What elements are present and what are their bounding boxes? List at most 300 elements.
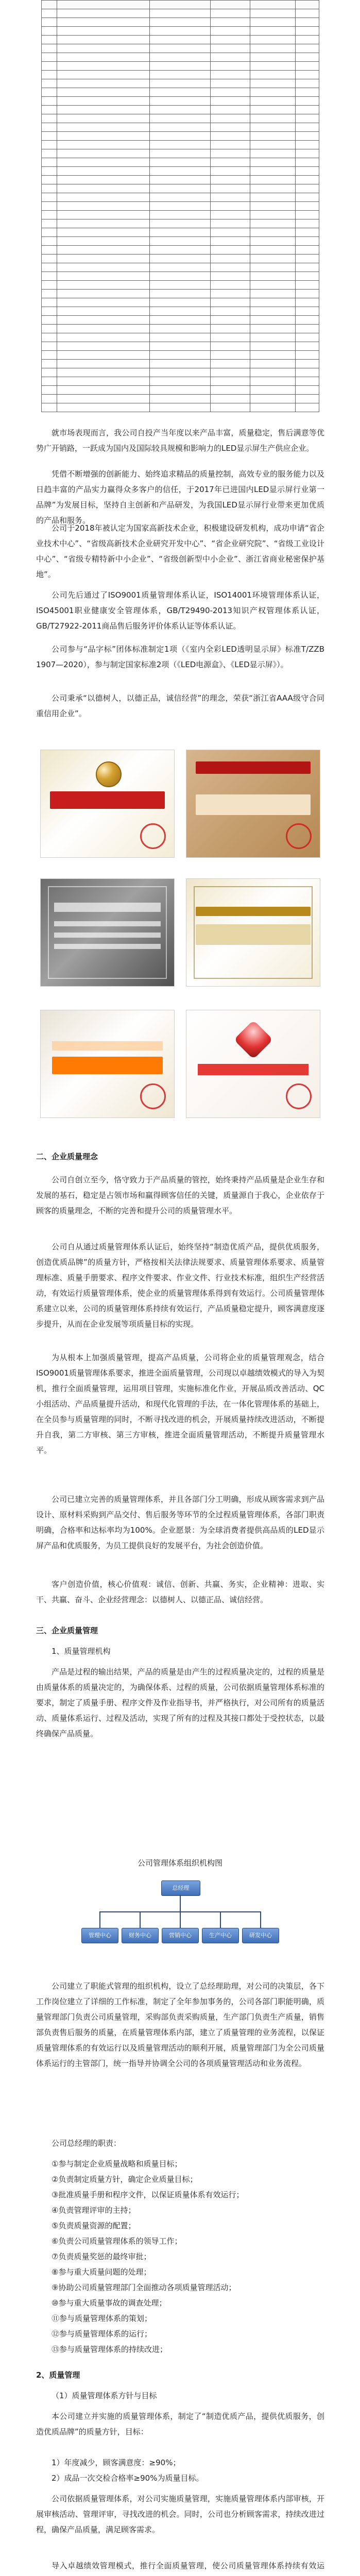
table-row bbox=[42, 211, 319, 219]
table-cell bbox=[250, 360, 295, 368]
table-cell bbox=[250, 62, 295, 71]
org-node-general-manager: 总经理 bbox=[161, 1880, 200, 1896]
certificate-body-bar bbox=[196, 794, 311, 815]
certificate-subtitle-bar bbox=[52, 1041, 163, 1050]
table-cell bbox=[57, 237, 149, 246]
certificates-row-3 bbox=[40, 1010, 320, 1118]
table-row bbox=[42, 342, 319, 351]
table-cell bbox=[57, 412, 149, 413]
table-row bbox=[42, 141, 319, 149]
table-cell bbox=[295, 325, 319, 333]
table-cell bbox=[295, 403, 319, 412]
table-cell bbox=[211, 386, 250, 395]
table-cell bbox=[149, 79, 210, 88]
table-cell bbox=[295, 114, 319, 123]
table-cell bbox=[149, 412, 210, 413]
table-cell bbox=[295, 149, 319, 158]
table-cell bbox=[42, 263, 57, 272]
table-cell bbox=[250, 333, 295, 342]
paragraph-high-tech: 公司于2018年被认定为国家高新技术企业，积极建设研发机构，成功申请“省企业技术中心”、“省级高新技术企业研究开发中心”、“省企业研究院”、“省级工业设计中心”、“省级专精特新中小企业”、“省级创新型中小企业”、浙江省商业秘密保护基地”。 bbox=[36, 523, 324, 579]
table-cell bbox=[57, 97, 149, 106]
table-cell bbox=[149, 106, 210, 114]
table-cell bbox=[149, 9, 210, 18]
table-cell bbox=[295, 158, 319, 167]
table-cell bbox=[250, 325, 295, 333]
stamp-icon bbox=[286, 1083, 312, 1109]
table-cell bbox=[250, 377, 295, 386]
paragraph-certifications: 公司先后通过了ISO9001质量管理体系认证，ISO14001环境管理体系认证，ISO45001职业健康安全管理体系，GB/T29490-2013知识产权管理体系认证，GB/T27922-2011商品售后服务评价体系认证等体系认证。 bbox=[36, 590, 324, 631]
table-cell bbox=[57, 79, 149, 88]
table-cell bbox=[250, 71, 295, 79]
table-cell bbox=[295, 272, 319, 281]
table-cell bbox=[42, 325, 57, 333]
table-cell bbox=[211, 395, 250, 403]
table-cell bbox=[250, 88, 295, 97]
table-cell bbox=[42, 97, 57, 106]
list-item: ⑩参与重大质量事故的调查处理； bbox=[52, 2298, 167, 2308]
table-cell bbox=[250, 272, 295, 281]
table-cell bbox=[295, 88, 319, 97]
table-cell bbox=[250, 298, 295, 307]
table-cell bbox=[42, 27, 57, 36]
table-cell bbox=[295, 53, 319, 62]
table-cell bbox=[42, 132, 57, 141]
award-plaque-image bbox=[40, 878, 175, 987]
table-row bbox=[42, 97, 319, 106]
table-cell bbox=[250, 263, 295, 272]
table-cell bbox=[149, 246, 210, 255]
section-heading-quality-concept: 二、企业质量理念 bbox=[36, 1152, 98, 1161]
certificate-image bbox=[40, 750, 175, 858]
table-cell bbox=[250, 246, 295, 255]
plaque-body-bar bbox=[196, 924, 311, 945]
table-cell bbox=[42, 281, 57, 290]
certificate-image bbox=[40, 1010, 175, 1118]
table-cell bbox=[57, 325, 149, 333]
table-cell bbox=[42, 18, 57, 27]
table-cell bbox=[250, 44, 295, 53]
list-item: ⑦负责质量奖惩的最终审批； bbox=[52, 2252, 151, 2261]
table-cell bbox=[57, 395, 149, 403]
plaque-text-line bbox=[54, 933, 161, 938]
table-cell bbox=[42, 114, 57, 123]
certificate-image bbox=[186, 750, 320, 858]
table-cell bbox=[57, 281, 149, 290]
table-cell bbox=[149, 27, 210, 36]
table-row bbox=[42, 176, 319, 184]
org-connector bbox=[99, 1911, 100, 1928]
table-cell bbox=[211, 27, 250, 36]
list-item: ④负责管理评审的主持； bbox=[52, 2206, 136, 2215]
table-cell bbox=[42, 44, 57, 53]
table-cell bbox=[211, 184, 250, 193]
table-cell bbox=[42, 158, 57, 167]
table-cell bbox=[295, 395, 319, 403]
table-cell bbox=[250, 202, 295, 211]
table-cell bbox=[250, 412, 295, 413]
table-cell bbox=[42, 202, 57, 211]
table-cell bbox=[211, 263, 250, 272]
table-row bbox=[42, 202, 319, 211]
org-chart bbox=[81, 1880, 279, 1953]
table-cell bbox=[250, 114, 295, 123]
table-cell bbox=[295, 184, 319, 193]
table-cell bbox=[149, 123, 210, 132]
table-cell bbox=[211, 333, 250, 342]
table-row bbox=[42, 228, 319, 237]
table-cell bbox=[149, 342, 210, 351]
table-cell bbox=[57, 71, 149, 79]
table-row bbox=[42, 123, 319, 132]
table-cell bbox=[250, 184, 295, 193]
table-cell bbox=[250, 237, 295, 246]
table-header-cell bbox=[149, 1, 210, 9]
table-cell bbox=[42, 88, 57, 97]
table-cell bbox=[57, 123, 149, 132]
table-cell bbox=[211, 158, 250, 167]
paragraph-gm-duties: 公司总经理的职责： bbox=[52, 2139, 122, 2148]
table-row bbox=[42, 290, 319, 298]
table-cell bbox=[57, 53, 149, 62]
table-cell bbox=[295, 132, 319, 141]
table-cell bbox=[250, 27, 295, 36]
table-cell bbox=[42, 149, 57, 158]
table-row bbox=[42, 351, 319, 360]
stamp-icon bbox=[140, 1083, 166, 1109]
org-node: 生产中心 bbox=[202, 1928, 239, 1943]
table-cell bbox=[42, 290, 57, 298]
paragraph-strength: 凭借不断增强的创新能力、始终追求精品的质量控制，高效专业的服务能力以及日趋丰富的产品实力赢得众多客户的信任，于2017年已进国内LED显示屏行业第一品牌”为发展目标，坚持自主创新和产品研发，为我国LED显示屏行业带来更加优质的产品和服务。 bbox=[36, 469, 324, 525]
table-cell bbox=[149, 184, 210, 193]
table-cell bbox=[149, 272, 210, 281]
table-cell bbox=[149, 44, 210, 53]
table-cell bbox=[149, 307, 210, 316]
table-cell bbox=[149, 298, 210, 307]
table-cell bbox=[250, 219, 295, 228]
emblem-icon bbox=[96, 761, 122, 787]
table-cell bbox=[250, 167, 295, 176]
table-cell bbox=[57, 193, 149, 202]
table-cell bbox=[42, 167, 57, 176]
table-cell bbox=[42, 246, 57, 255]
table-cell bbox=[211, 307, 250, 316]
table-cell bbox=[57, 149, 149, 158]
table-cell bbox=[42, 184, 57, 193]
table-cell bbox=[211, 412, 250, 413]
table-cell bbox=[250, 158, 295, 167]
table-header-cell bbox=[57, 1, 149, 9]
table-cell bbox=[149, 167, 210, 176]
certificate-table-header bbox=[42, 1, 319, 9]
plaque-text-line bbox=[54, 944, 161, 949]
table-header-cell bbox=[250, 1, 295, 9]
list-item: ③批准质量手册和程序文件，以保证质量体系有效运行； bbox=[52, 2190, 244, 2199]
table-cell bbox=[211, 97, 250, 106]
table-row bbox=[42, 167, 319, 176]
table-cell bbox=[149, 219, 210, 228]
table-cell bbox=[295, 377, 319, 386]
table-header-cell bbox=[211, 1, 250, 9]
paragraph-market: 就市场表现而言，我公司自投产当年度以来产品丰富，质量稳定，售后满意等优势广开销路，一跃成为国内及国际较具规模和影响力的LED显示屏生产供应企业。 bbox=[36, 428, 324, 453]
table-cell bbox=[211, 368, 250, 377]
table-cell bbox=[295, 202, 319, 211]
table-cell bbox=[57, 132, 149, 141]
table-cell bbox=[250, 141, 295, 149]
table-cell bbox=[149, 114, 210, 123]
table-cell bbox=[250, 228, 295, 237]
table-cell bbox=[149, 368, 210, 377]
table-cell bbox=[57, 246, 149, 255]
table-cell bbox=[295, 193, 319, 202]
table-cell bbox=[42, 141, 57, 149]
table-cell bbox=[149, 377, 210, 386]
table-row bbox=[42, 132, 319, 141]
table-cell bbox=[295, 281, 319, 290]
table-row bbox=[42, 219, 319, 228]
table-cell bbox=[42, 237, 57, 246]
table-cell bbox=[42, 36, 57, 44]
table-cell bbox=[211, 123, 250, 132]
table-cell bbox=[295, 9, 319, 18]
table-cell bbox=[211, 132, 250, 141]
table-cell bbox=[42, 307, 57, 316]
table-cell bbox=[295, 18, 319, 27]
table-row bbox=[42, 114, 319, 123]
list-item: ⑫参与质量管理体系的运行； bbox=[52, 2329, 152, 2338]
table-cell bbox=[295, 79, 319, 88]
table-cell bbox=[149, 211, 210, 219]
table-cell bbox=[42, 386, 57, 395]
table-cell bbox=[42, 272, 57, 281]
table-cell bbox=[149, 18, 210, 27]
table-cell bbox=[57, 272, 149, 281]
table-cell bbox=[211, 53, 250, 62]
table-row bbox=[42, 368, 319, 377]
certificate-table bbox=[41, 0, 319, 412]
table-row bbox=[42, 184, 319, 193]
table-header-cell bbox=[42, 1, 57, 9]
paragraph-excellence: 导入卓越绩效管理模式，推行全面质量管理，使公司质量管理体系持续有效运 bbox=[52, 2561, 324, 2570]
table-row bbox=[42, 44, 319, 53]
table-row bbox=[42, 325, 319, 333]
table-row bbox=[42, 246, 319, 255]
table-cell bbox=[250, 123, 295, 132]
table-cell bbox=[250, 386, 295, 395]
table-cell bbox=[211, 193, 250, 202]
table-cell bbox=[42, 342, 57, 351]
plaque-title-line bbox=[54, 903, 161, 912]
table-cell bbox=[42, 123, 57, 132]
table-row bbox=[42, 386, 319, 395]
table-cell bbox=[211, 316, 250, 325]
table-cell bbox=[57, 307, 149, 316]
paragraph-quality-policy: 公司自从通过质量管理体系认证后，始终坚持“制造优质产品，提供优质服务，创造优质品牌”的质量方针，严格按相关法律法规要求、质量管理体系要求、质量管理标准、质量手册要求、程序文件要求、作业文件、行业技术标准，组织生产经营活动，有效运行质量管理体系，使企业的质量管理体系得到有效运行。公司质量管理体系建立以来，公司的质量管理体系持续有效运行，产品质量稳定提升，顾客满意度逐步提升，从而在企业发展等项质量目标的实现。 bbox=[36, 1242, 324, 1329]
table-cell bbox=[57, 27, 149, 36]
table-cell bbox=[211, 290, 250, 298]
paragraph-standards: 公司参与“品字标”团体标准制定1项（《室内全彩LED透明显示屏》标准T/ZZB 1907—2020），参与制定国家标准2项（《LED电源盒》、《LED显示屏》）。 bbox=[36, 645, 324, 669]
table-row bbox=[42, 377, 319, 386]
table-cell bbox=[149, 316, 210, 325]
table-cell bbox=[211, 149, 250, 158]
certificate-title-bar bbox=[50, 791, 165, 809]
table-cell bbox=[57, 342, 149, 351]
table-cell bbox=[42, 193, 57, 202]
table-cell bbox=[211, 114, 250, 123]
table-row bbox=[42, 79, 319, 88]
table-cell bbox=[250, 132, 295, 141]
table-cell bbox=[295, 219, 319, 228]
table-row bbox=[42, 88, 319, 97]
list-item: ①参与制定企业质量战略和质量目标； bbox=[52, 2159, 182, 2168]
table-cell bbox=[211, 141, 250, 149]
table-cell bbox=[250, 351, 295, 360]
table-cell bbox=[211, 219, 250, 228]
table-cell bbox=[149, 395, 210, 403]
org-node: 研发中心 bbox=[242, 1928, 279, 1943]
table-cell bbox=[57, 298, 149, 307]
table-cell bbox=[149, 193, 210, 202]
table-cell bbox=[295, 298, 319, 307]
table-cell bbox=[149, 202, 210, 211]
table-cell bbox=[295, 237, 319, 246]
table-cell bbox=[295, 176, 319, 184]
table-cell bbox=[42, 360, 57, 368]
table-cell bbox=[149, 333, 210, 342]
certificate-table-container bbox=[41, 0, 319, 412]
table-cell bbox=[295, 62, 319, 71]
section-heading-quality-management: 三、企业质量管理 bbox=[36, 1626, 98, 1635]
table-row bbox=[42, 158, 319, 167]
table-cell bbox=[42, 228, 57, 237]
table-row bbox=[42, 333, 319, 342]
table-header-row bbox=[42, 1, 319, 9]
table-cell bbox=[250, 176, 295, 184]
table-cell bbox=[57, 263, 149, 272]
table-cell bbox=[250, 281, 295, 290]
table-cell bbox=[211, 281, 250, 290]
table-cell bbox=[211, 88, 250, 97]
org-node: 管理中心 bbox=[81, 1928, 118, 1943]
list-item: ②负责制定质量方针，确定企业质量目标； bbox=[52, 2175, 198, 2184]
table-cell bbox=[295, 167, 319, 176]
table-cell bbox=[57, 403, 149, 412]
table-cell bbox=[42, 316, 57, 325]
table-cell bbox=[295, 263, 319, 272]
table-row bbox=[42, 403, 319, 412]
table-row bbox=[42, 36, 319, 44]
table-cell bbox=[211, 106, 250, 114]
table-cell bbox=[149, 71, 210, 79]
table-row bbox=[42, 62, 319, 71]
org-connector bbox=[260, 1911, 261, 1928]
table-cell bbox=[211, 167, 250, 176]
table-cell bbox=[149, 53, 210, 62]
table-cell bbox=[211, 360, 250, 368]
table-cell bbox=[295, 123, 319, 132]
table-cell bbox=[57, 167, 149, 176]
table-cell bbox=[57, 255, 149, 263]
table-cell bbox=[295, 368, 319, 377]
org-connector bbox=[180, 1911, 181, 1928]
table-cell bbox=[295, 255, 319, 263]
table-cell bbox=[57, 386, 149, 395]
table-cell bbox=[211, 246, 250, 255]
table-cell bbox=[42, 298, 57, 307]
paragraph-org-structure: 公司建立了职能式管理的组织机构，设立了总经理助理，对公司的决策层，各下工作岗位建立了详细的工作标准，制定了全年参加事务的，公司各部门职能明确，质量管理部门负责公司质量管理，采购部负责采购质量，生产部门负责生产质量，销售部负责售后服务的质量，在质量管理体系内部，建立了质量管理的业务流程，以保证质量管理体系的有效运行以及质量管理活动的顺利开展，质量管理部门为全公司质量体系运行的主管部门，统一指导并协调全公司的各项质量管理活动和业务流程。 bbox=[36, 1981, 324, 2068]
table-cell bbox=[295, 316, 319, 325]
table-cell bbox=[295, 106, 319, 114]
table-row bbox=[42, 71, 319, 79]
table-cell bbox=[57, 114, 149, 123]
table-cell bbox=[57, 377, 149, 386]
table-cell bbox=[149, 36, 210, 44]
table-cell bbox=[295, 97, 319, 106]
table-cell bbox=[42, 106, 57, 114]
table-cell bbox=[211, 9, 250, 18]
table-row bbox=[42, 18, 319, 27]
table-cell bbox=[149, 263, 210, 272]
org-connector bbox=[140, 1911, 141, 1928]
table-cell bbox=[42, 79, 57, 88]
certificates-row-1 bbox=[40, 750, 320, 858]
table-row bbox=[42, 316, 319, 325]
paragraph-policy: 本公司建立并实施的质量管理体系，制定了“制造优质产品，提供优质服务，创造优质品牌”的质量方针，目标： bbox=[36, 2412, 324, 2436]
certificate-title-bar bbox=[198, 1064, 308, 1075]
table-row bbox=[42, 412, 319, 413]
table-cell bbox=[250, 290, 295, 298]
list-item: ⑥负责公司质量管理体系的领导工作； bbox=[52, 2236, 182, 2246]
list-item: ⑨协助公司质量管理部门全面推动各项质量管理活动； bbox=[52, 2283, 236, 2292]
table-cell bbox=[57, 228, 149, 237]
table-row bbox=[42, 9, 319, 18]
table-cell bbox=[211, 79, 250, 88]
org-connector bbox=[220, 1911, 221, 1928]
table-cell bbox=[149, 158, 210, 167]
certificate-image bbox=[186, 1010, 320, 1118]
section-heading-quality-objectives: 2、质量管理 bbox=[36, 2370, 80, 2380]
table-cell bbox=[149, 351, 210, 360]
table-cell bbox=[149, 237, 210, 246]
list-item: ⑪参与质量管理体系的策划； bbox=[52, 2314, 152, 2323]
certificate-table-body bbox=[42, 9, 319, 413]
stamp-icon bbox=[140, 823, 166, 849]
table-cell bbox=[149, 228, 210, 237]
table-row bbox=[42, 298, 319, 307]
paragraph-credit: 公司秉承“以德树人，以德正品，诚信经营”的理念，荣获“浙江省AAA级守合同重信用企业”。 bbox=[36, 693, 324, 718]
table-cell bbox=[149, 97, 210, 106]
table-cell bbox=[42, 395, 57, 403]
org-connector bbox=[180, 1895, 181, 1911]
table-cell bbox=[211, 36, 250, 44]
table-cell bbox=[250, 316, 295, 325]
org-chart-title: 公司管理体系组织机构图 bbox=[137, 1858, 222, 1868]
table-cell bbox=[295, 342, 319, 351]
table-cell bbox=[42, 368, 57, 377]
table-row bbox=[42, 149, 319, 158]
plaque-text-line bbox=[54, 921, 161, 926]
table-cell bbox=[295, 412, 319, 413]
table-cell bbox=[42, 333, 57, 342]
table-cell bbox=[250, 97, 295, 106]
paragraph-values: 客户创造价值，核心价值观：诚信、创新、共赢、务实，企业精神：进取、实干、共赢、奋斗、企业经营理念：以德树人、以德正品、诚信经营。 bbox=[36, 1580, 324, 1604]
list-item: ⑤负责质量资源的配置； bbox=[52, 2221, 136, 2230]
table-row bbox=[42, 53, 319, 62]
table-cell bbox=[250, 149, 295, 158]
table-cell bbox=[250, 211, 295, 219]
org-node: 财务中心 bbox=[122, 1928, 159, 1943]
table-cell bbox=[57, 368, 149, 377]
table-cell bbox=[250, 36, 295, 44]
